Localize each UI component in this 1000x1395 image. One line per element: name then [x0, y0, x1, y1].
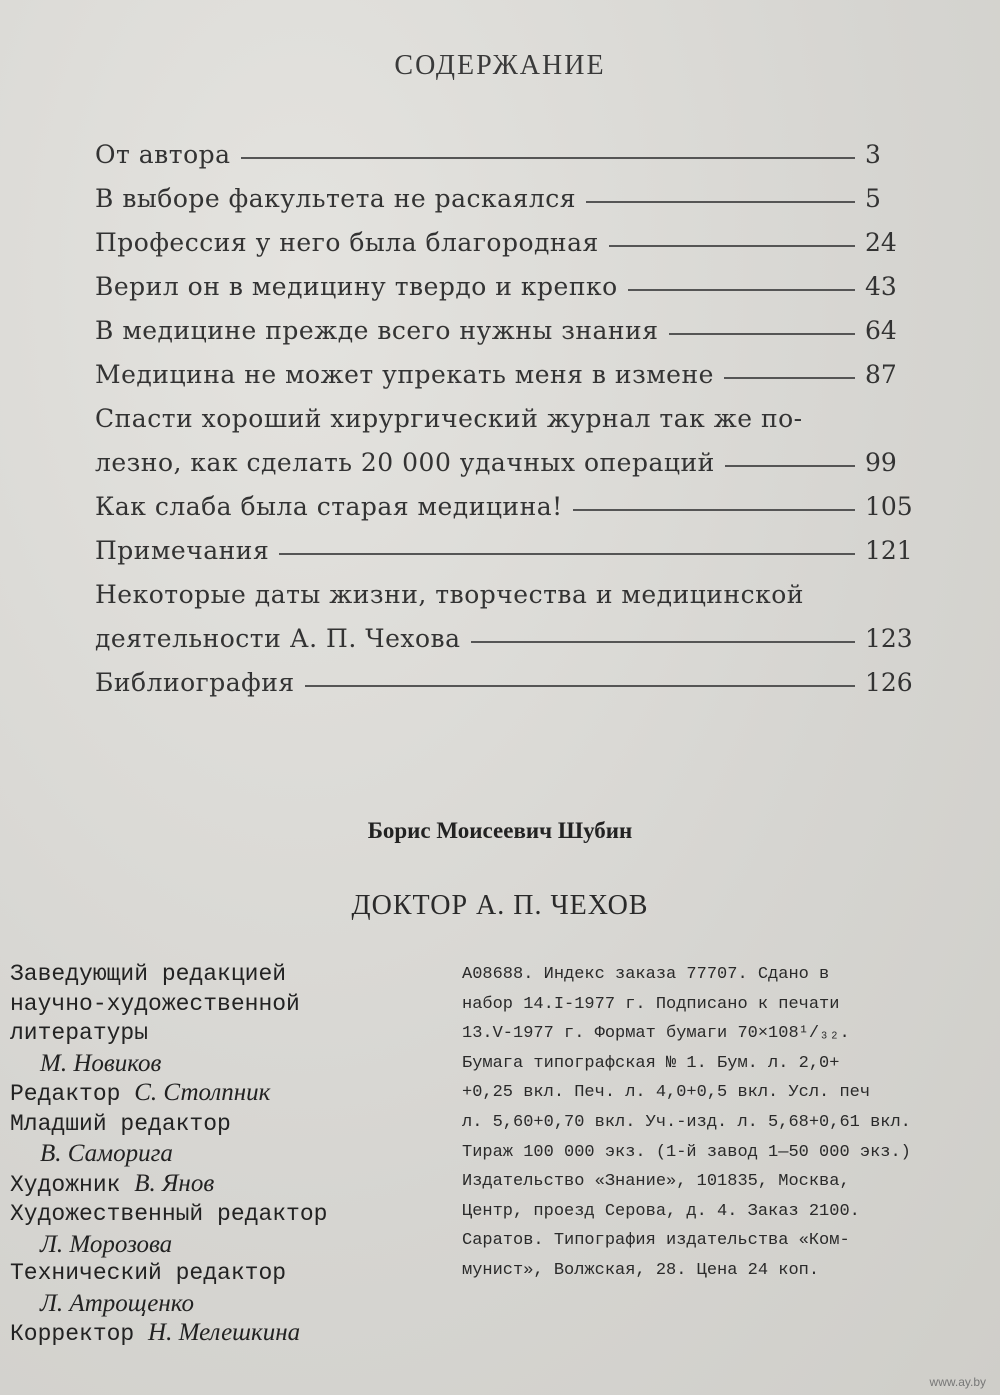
toc-entry-title: В выборе факультета не раскаялся	[95, 184, 577, 213]
toc-entry-page: 24	[865, 228, 897, 257]
toc-entry-page: 87	[865, 360, 897, 389]
toc-entry-title-line2: деятельности А. П. Чехова	[95, 624, 461, 653]
book-title: ДОКТОР А. П. ЧЕХОВ	[351, 890, 649, 921]
toc-entry	[95, 521, 915, 565]
author-name: Борис Моисеевич Шубин	[367, 818, 633, 843]
credit-role: Художник	[10, 1171, 121, 1198]
imprint-line: Тираж 100 000 экз. (1-й завод 1—50 000 экз.)	[462, 1142, 911, 1162]
credit-role: Редактор	[10, 1081, 121, 1107]
credit-name: Н. Мелешкина	[148, 1319, 301, 1346]
toc-entry-page: 123	[865, 624, 913, 653]
toc-entry-page: 64	[865, 316, 897, 345]
toc-leader	[609, 245, 855, 247]
toc-entry-title: Библиография	[95, 668, 295, 697]
toc-entry-title: Как слаба была старая медицина!	[95, 492, 563, 521]
imprint-line: Издательство «Знание», 101835, Москва,	[462, 1172, 850, 1192]
imprint-line: А08688. Индекс заказа 77707. Сдано в	[462, 965, 830, 984]
imprint-line: мунист», Волжская, 28. Цена 24 коп.	[462, 1260, 820, 1280]
toc-leader	[573, 509, 855, 511]
toc-entry-title: Примечания	[95, 536, 270, 565]
toc-entry-title: В медицине прежде всего нужны знания	[95, 316, 659, 345]
toc-entry	[95, 565, 915, 653]
toc-entry	[95, 345, 915, 389]
toc-entry	[95, 125, 915, 169]
imprint-line: набор 14.I-1977 г. Подписано к печати	[462, 994, 840, 1014]
credit-name: С. Столпник	[134, 1079, 271, 1106]
toc-entry-title: Медицина не может упрекать меня в измене	[95, 360, 714, 389]
imprint-line: +0,25 вкл. Печ. л. 4,0+0,5 вкл. Усл. печ	[462, 1083, 871, 1103]
credit-line	[10, 1318, 450, 1350]
toc-entry	[95, 213, 915, 257]
toc-leader	[241, 157, 855, 159]
watermark: www.ay.by	[929, 1375, 986, 1389]
toc-entry	[95, 389, 915, 477]
toc-entry-page: 3	[865, 140, 881, 169]
editorial-credits	[10, 960, 450, 1350]
toc-entry	[95, 257, 915, 301]
toc-leader	[628, 289, 855, 291]
toc-leader	[725, 465, 855, 467]
table-of-contents	[95, 125, 915, 697]
toc-entry-page: 5	[865, 184, 881, 213]
toc-entry-title: От автора	[95, 140, 231, 169]
toc-entry-title-line2: лезно, как сделать 20 000 удачных операций	[95, 448, 715, 477]
credit-name: М. Новиков	[40, 1049, 162, 1077]
toc-entry-title-line1: Спасти хороший хирургический журнал так же по-	[95, 404, 803, 433]
credit-name: В. Саморига	[40, 1140, 173, 1167]
toc-entry-page: 121	[865, 536, 913, 565]
toc-entry-page: 105	[865, 492, 913, 521]
credit-name: Л. Атрощенко	[40, 1289, 194, 1317]
toc-entry	[95, 301, 915, 345]
imprint-line: л. 5,60+0,70 вкл. Уч.-изд. л. 5,68+0,61 вкл.	[462, 1112, 911, 1132]
credit-line: Заведующий редакцией	[10, 961, 287, 987]
credit-name: В. Янов	[134, 1169, 215, 1197]
credit-line: Технический редактор	[10, 1260, 287, 1286]
toc-entry	[95, 653, 915, 697]
imprint-line: Центр, проезд Серова, д. 4. Заказ 2100.	[462, 1201, 860, 1221]
credit-line: Художественный редактор	[10, 1201, 328, 1227]
toc-title: СОДЕРЖАНИЕ	[394, 50, 606, 81]
imprint-line: Саратов. Типография издательства «Ком-	[462, 1231, 850, 1251]
toc-entry-title: Профессия у него была благородная	[95, 228, 599, 257]
toc-entry-title: Верил он в медицину твердо и крепко	[95, 272, 618, 301]
credit-line: Младший редактор	[10, 1110, 231, 1137]
credit-line	[10, 1078, 450, 1110]
credit-line	[10, 1169, 450, 1201]
toc-entry-page: 99	[865, 448, 897, 477]
toc-leader	[279, 553, 855, 555]
toc-entry	[95, 169, 915, 213]
toc-entry-page: 126	[865, 668, 913, 697]
toc-entry-title-line1: Некоторые даты жизни, творчества и медицинской	[95, 580, 804, 609]
credit-line: литературы	[10, 1020, 149, 1046]
toc-leader	[669, 333, 856, 335]
credit-role: Корректор	[10, 1321, 135, 1347]
toc-leader	[586, 201, 855, 203]
imprint-block	[462, 960, 992, 1286]
toc-leader	[724, 377, 855, 379]
credit-name: Л. Морозова	[40, 1230, 173, 1258]
toc-leader	[305, 685, 855, 687]
imprint-line: 13.V-1977 г. Формат бумаги 70×108¹/₃₂.	[462, 1024, 850, 1044]
toc-entry-page: 43	[865, 272, 897, 301]
toc-leader	[471, 641, 855, 643]
toc-entry	[95, 477, 915, 521]
imprint-line: Бумага типографская № 1. Бум. л. 2,0+	[462, 1053, 840, 1073]
credit-line: научно-художественной	[10, 990, 300, 1017]
